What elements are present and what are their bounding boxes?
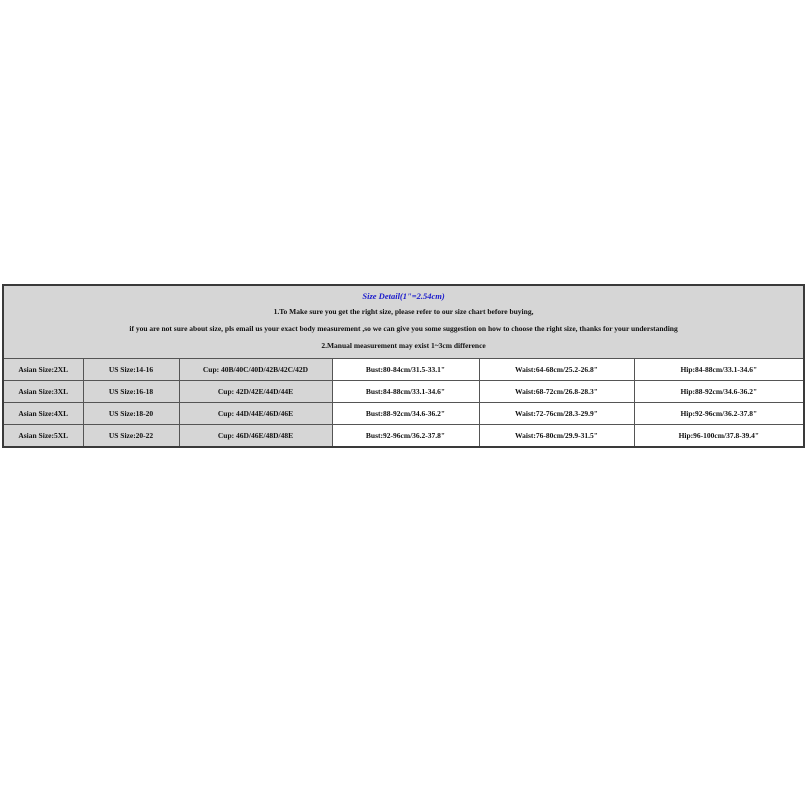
us-size-cell: US Size:16-18 (83, 381, 179, 403)
cup-size-cell: Cup: 46D/46E/48D/48E (179, 425, 332, 448)
header-note-line-1: 1.To Make sure you get the right size, please refer to our size chart before buying, (273, 307, 534, 316)
size-detail-title: Size Detail(1"=2.54cm) (362, 291, 445, 301)
bust-cell: Bust:84-88cm/33.1-34.6" (332, 381, 479, 403)
table-row (3, 425, 804, 448)
size-chart (2, 284, 803, 448)
asian-size-cell: Asian Size:2XL (3, 359, 83, 381)
size-table (2, 284, 805, 448)
waist-cell: Waist:76-80cm/29.9-31.5" (479, 425, 634, 448)
table-row (3, 403, 804, 425)
hip-cell: Hip:92-96cm/36.2-37.8" (634, 403, 804, 425)
bust-cell: Bust:88-92cm/34.6-36.2" (332, 403, 479, 425)
header-note-line-3: 2.Manual measurement may exist 1~3cm difference (321, 341, 486, 350)
asian-size-cell: Asian Size:5XL (3, 425, 83, 448)
cup-size-cell: Cup: 44D/44E/46D/46E (179, 403, 332, 425)
waist-cell: Waist:68-72cm/26.8-28.3" (479, 381, 634, 403)
us-size-cell: US Size:20-22 (83, 425, 179, 448)
waist-cell: Waist:72-76cm/28.3-29.9" (479, 403, 634, 425)
waist-cell: Waist:64-68cm/25.2-26.8" (479, 359, 634, 381)
us-size-cell: US Size:18-20 (83, 403, 179, 425)
hip-cell: Hip:84-88cm/33.1-34.6" (634, 359, 804, 381)
us-size-cell: US Size:14-16 (83, 359, 179, 381)
asian-size-cell: Asian Size:4XL (3, 403, 83, 425)
hip-cell: Hip:88-92cm/34.6-36.2" (634, 381, 804, 403)
header-note-line-2: if you are not sure about size, pls email us your exact body measurement ,so we can give you some suggestion on how to choose the right size, thanks for your understanding (129, 324, 678, 333)
bust-cell: Bust:92-96cm/36.2-37.8" (332, 425, 479, 448)
cup-size-cell: Cup: 40B/40C/40D/42B/42C/42D (179, 359, 332, 381)
bust-cell: Bust:80-84cm/31.5-33.1" (332, 359, 479, 381)
cup-size-cell: Cup: 42D/42E/44D/44E (179, 381, 332, 403)
size-detail-header (3, 285, 804, 359)
table-row (3, 359, 804, 381)
table-row (3, 381, 804, 403)
hip-cell: Hip:96-100cm/37.8-39.4" (634, 425, 804, 448)
table-header-row (3, 285, 804, 359)
asian-size-cell: Asian Size:3XL (3, 381, 83, 403)
